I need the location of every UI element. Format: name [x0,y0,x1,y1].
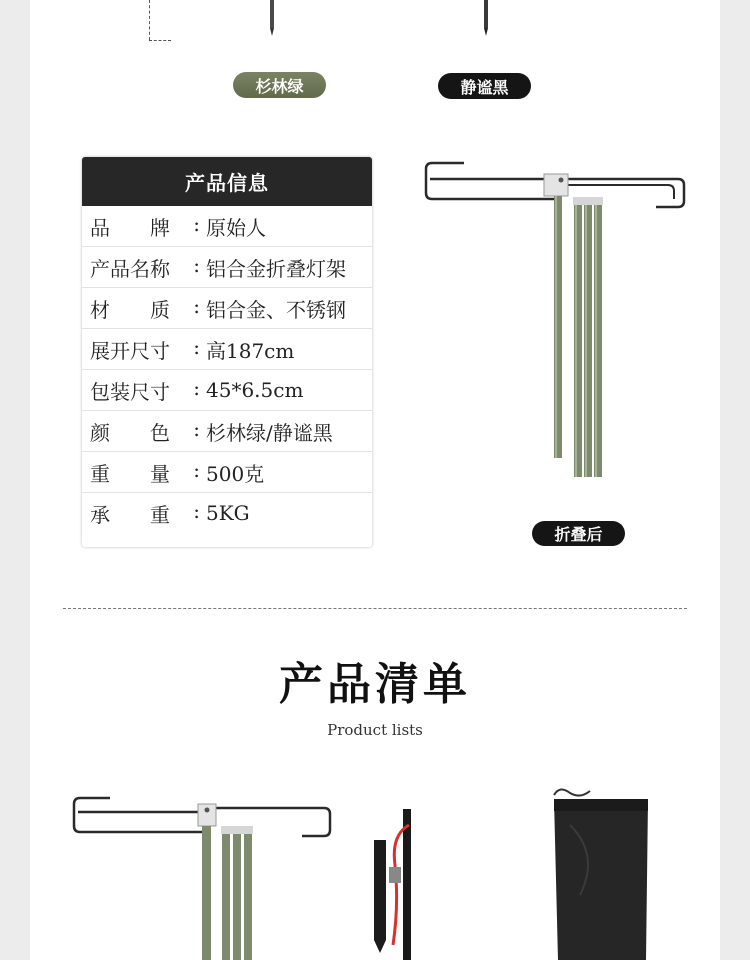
info-label-text: 重 量 [90,461,170,486]
folded-label: 折叠后 [532,521,625,546]
info-value: 杉林绿/静谧黑 [206,420,333,445]
colon: : [193,252,200,277]
info-value: 高187cm [206,338,295,363]
info-label [90,376,200,405]
info-value: 5KG [206,501,250,525]
colon: : [193,375,200,400]
ground-stake-icon [479,0,493,38]
stake-with-strap-image [365,805,425,960]
info-label-text: 材 质 [90,297,170,322]
info-label [90,294,200,323]
storage-bag-image [540,785,660,960]
info-label [90,417,200,446]
colon: : [193,457,200,482]
info-label [90,335,200,364]
colon: : [193,498,200,523]
product-list-subtitle: Product lists [327,721,423,739]
info-row-unfolded-size [82,329,372,370]
info-label [90,253,200,282]
dashed-guide-line [149,40,171,41]
info-label [90,499,200,528]
info-row-weight [82,452,372,493]
colon: : [193,293,200,318]
colon: : [193,416,200,441]
info-label-text: 承 重 [90,502,170,527]
dashed-guide-line [149,0,150,40]
info-value: 原始人 [206,215,266,240]
info-label-text: 产品名称 [90,256,170,281]
info-label-text: 品 牌 [90,215,170,240]
product-list-title: 产品清单 [279,659,471,710]
info-row-color [82,411,372,452]
lamp-stand-folded-image [420,155,695,490]
lamp-stand-image [70,790,340,960]
info-value: 500克 [206,461,265,486]
info-label [90,458,200,487]
product-info-table [82,157,372,547]
colon: : [193,211,200,236]
info-value: 铝合金、不锈钢 [206,297,346,322]
color-label-green: 杉林绿 [233,72,326,98]
section-divider [63,608,687,609]
info-value: 45*6.5cm [206,378,304,402]
info-label-text: 展开尺寸 [90,338,170,363]
info-label-text: 包装尺寸 [90,379,170,404]
info-label-text: 颜 色 [90,420,170,445]
info-value: 铝合金折叠灯架 [206,256,346,281]
info-label [90,212,200,241]
info-row-name [82,247,372,288]
info-row-load [82,493,372,533]
info-row-material [82,288,372,329]
info-row-package-size [82,370,372,411]
info-row-brand [82,206,372,247]
product-info-title: 产品信息 [82,157,372,206]
colon: : [193,334,200,359]
color-label-black: 静谧黑 [438,73,531,99]
ground-stake-icon [265,0,279,38]
